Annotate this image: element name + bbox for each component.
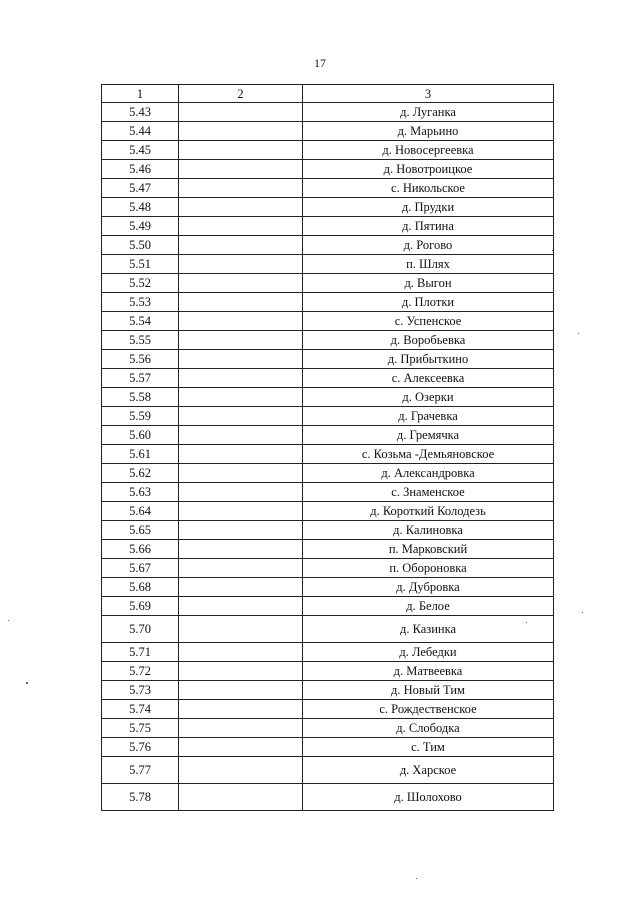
row-number-cell: 5.48: [102, 198, 179, 217]
column-2-cell: [179, 426, 303, 445]
table-row: [102, 198, 554, 217]
table-row: [102, 217, 554, 236]
table-row: [102, 464, 554, 483]
settlement-name-cell: д. Короткий Колодезь: [303, 502, 554, 521]
table-row: [102, 738, 554, 757]
column-2-cell: [179, 293, 303, 312]
settlement-name-cell: д. Матвеевка: [303, 662, 554, 681]
scan-speck: [26, 682, 28, 684]
settlement-name-cell: д. Прудки: [303, 198, 554, 217]
settlement-name-cell: с. Рождественское: [303, 700, 554, 719]
column-2-cell: [179, 236, 303, 255]
settlement-name-cell: д. Лебедки: [303, 643, 554, 662]
scan-speck: [8, 620, 9, 621]
column-2-cell: [179, 198, 303, 217]
row-number-cell: 5.70: [102, 616, 179, 643]
scan-speck: [416, 878, 417, 879]
row-number-cell: 5.50: [102, 236, 179, 255]
table-row: [102, 757, 554, 784]
row-number-cell: 5.56: [102, 350, 179, 369]
row-number-cell: 5.47: [102, 179, 179, 198]
row-number-cell: 5.58: [102, 388, 179, 407]
table-row: [102, 681, 554, 700]
settlement-name-cell: д. Грачевка: [303, 407, 554, 426]
table-body: [102, 103, 554, 811]
settlement-name-cell: д. Слободка: [303, 719, 554, 738]
table-row: [102, 578, 554, 597]
row-number-cell: 5.77: [102, 757, 179, 784]
table-row: [102, 141, 554, 160]
column-2-cell: [179, 521, 303, 540]
scan-speck: [526, 622, 527, 623]
table-row: [102, 445, 554, 464]
scan-speck: [552, 250, 553, 251]
column-2-cell: [179, 255, 303, 274]
row-number-cell: 5.68: [102, 578, 179, 597]
table-row: [102, 426, 554, 445]
column-2-cell: [179, 559, 303, 578]
settlement-name-cell: п. Обороновка: [303, 559, 554, 578]
row-number-cell: 5.51: [102, 255, 179, 274]
column-2-cell: [179, 369, 303, 388]
settlement-name-cell: с. Успенское: [303, 312, 554, 331]
row-number-cell: 5.43: [102, 103, 179, 122]
settlement-name-cell: д. Луганка: [303, 103, 554, 122]
table-row: [102, 293, 554, 312]
column-2-cell: [179, 122, 303, 141]
row-number-cell: 5.69: [102, 597, 179, 616]
column-2-cell: [179, 616, 303, 643]
column-2-cell: [179, 578, 303, 597]
column-2-cell: [179, 274, 303, 293]
column-2-cell: [179, 407, 303, 426]
settlement-name-cell: с. Козьма -Демьяновское: [303, 445, 554, 464]
column-2-cell: [179, 103, 303, 122]
column-2-cell: [179, 502, 303, 521]
row-number-cell: 5.76: [102, 738, 179, 757]
table-row: [102, 719, 554, 738]
settlement-name-cell: п. Марковский: [303, 540, 554, 559]
settlement-name-cell: д. Новый Тим: [303, 681, 554, 700]
settlement-name-cell: д. Пятина: [303, 217, 554, 236]
column-2-cell: [179, 643, 303, 662]
settlement-name-cell: д. Рогово: [303, 236, 554, 255]
table-row: [102, 597, 554, 616]
column-2-cell: [179, 784, 303, 811]
column-header-1: 1: [102, 85, 179, 103]
settlement-name-cell: д. Новосергеевка: [303, 141, 554, 160]
table-row: [102, 483, 554, 502]
column-2-cell: [179, 179, 303, 198]
row-number-cell: 5.62: [102, 464, 179, 483]
settlement-name-cell: д. Выгон: [303, 274, 554, 293]
scan-speck: [578, 333, 579, 334]
column-2-cell: [179, 160, 303, 179]
table-row: [102, 179, 554, 198]
column-2-cell: [179, 738, 303, 757]
settlement-name-cell: с. Знаменское: [303, 483, 554, 502]
settlement-name-cell: д. Воробьевка: [303, 331, 554, 350]
settlement-name-cell: д. Новотроицкое: [303, 160, 554, 179]
settlement-name-cell: п. Шлях: [303, 255, 554, 274]
settlement-name-cell: д. Озерки: [303, 388, 554, 407]
row-number-cell: 5.52: [102, 274, 179, 293]
row-number-cell: 5.54: [102, 312, 179, 331]
table-row: [102, 502, 554, 521]
settlement-name-cell: д. Дубровка: [303, 578, 554, 597]
table-row: [102, 388, 554, 407]
column-2-cell: [179, 350, 303, 369]
row-number-cell: 5.73: [102, 681, 179, 700]
column-2-cell: [179, 700, 303, 719]
table-row: [102, 662, 554, 681]
table-row: [102, 643, 554, 662]
row-number-cell: 5.59: [102, 407, 179, 426]
settlement-name-cell: д. Белое: [303, 597, 554, 616]
settlement-name-cell: д. Марьино: [303, 122, 554, 141]
row-number-cell: 5.74: [102, 700, 179, 719]
row-number-cell: 5.45: [102, 141, 179, 160]
settlements-table: [101, 84, 554, 811]
table-row: [102, 350, 554, 369]
settlement-name-cell: д. Харское: [303, 757, 554, 784]
settlement-name-cell: д. Казинка: [303, 616, 554, 643]
column-2-cell: [179, 141, 303, 160]
column-2-cell: [179, 312, 303, 331]
column-2-cell: [179, 331, 303, 350]
row-number-cell: 5.78: [102, 784, 179, 811]
table-row: [102, 407, 554, 426]
row-number-cell: 5.63: [102, 483, 179, 502]
page-number: 17: [314, 56, 326, 70]
settlement-name-cell: д. Плотки: [303, 293, 554, 312]
table-row: [102, 540, 554, 559]
row-number-cell: 5.55: [102, 331, 179, 350]
row-number-cell: 5.60: [102, 426, 179, 445]
table-row: [102, 103, 554, 122]
column-2-cell: [179, 217, 303, 236]
settlement-name-cell: с. Никольское: [303, 179, 554, 198]
column-header-2: 2: [179, 85, 303, 103]
column-2-cell: [179, 388, 303, 407]
table-row: [102, 160, 554, 179]
row-number-cell: 5.65: [102, 521, 179, 540]
table-row: [102, 236, 554, 255]
scan-speck: [582, 612, 583, 613]
table-row: [102, 700, 554, 719]
table-row: [102, 331, 554, 350]
row-number-cell: 5.64: [102, 502, 179, 521]
column-header-3: 3: [303, 85, 554, 103]
settlement-name-cell: д. Калиновка: [303, 521, 554, 540]
table-header: [102, 85, 554, 103]
table-row: [102, 274, 554, 293]
table-row: [102, 255, 554, 274]
column-2-cell: [179, 662, 303, 681]
table-row: [102, 559, 554, 578]
column-2-cell: [179, 483, 303, 502]
column-2-cell: [179, 445, 303, 464]
settlement-name-cell: с. Алексеевка: [303, 369, 554, 388]
row-number-cell: 5.44: [102, 122, 179, 141]
row-number-cell: 5.49: [102, 217, 179, 236]
column-2-cell: [179, 597, 303, 616]
column-2-cell: [179, 540, 303, 559]
table-row: [102, 122, 554, 141]
row-number-cell: 5.72: [102, 662, 179, 681]
table-row: [102, 616, 554, 643]
row-number-cell: 5.53: [102, 293, 179, 312]
header-row: [102, 85, 554, 103]
row-number-cell: 5.46: [102, 160, 179, 179]
table-row: [102, 312, 554, 331]
settlement-name-cell: д. Прибыткино: [303, 350, 554, 369]
column-2-cell: [179, 757, 303, 784]
table-row: [102, 521, 554, 540]
settlement-name-cell: д. Шолохово: [303, 784, 554, 811]
row-number-cell: 5.61: [102, 445, 179, 464]
table-row: [102, 784, 554, 811]
column-2-cell: [179, 681, 303, 700]
column-2-cell: [179, 464, 303, 483]
table-row: [102, 369, 554, 388]
column-2-cell: [179, 719, 303, 738]
row-number-cell: 5.57: [102, 369, 179, 388]
row-number-cell: 5.71: [102, 643, 179, 662]
settlement-name-cell: с. Тим: [303, 738, 554, 757]
settlement-name-cell: д. Гремячка: [303, 426, 554, 445]
settlement-name-cell: д. Александровка: [303, 464, 554, 483]
row-number-cell: 5.75: [102, 719, 179, 738]
row-number-cell: 5.67: [102, 559, 179, 578]
row-number-cell: 5.66: [102, 540, 179, 559]
